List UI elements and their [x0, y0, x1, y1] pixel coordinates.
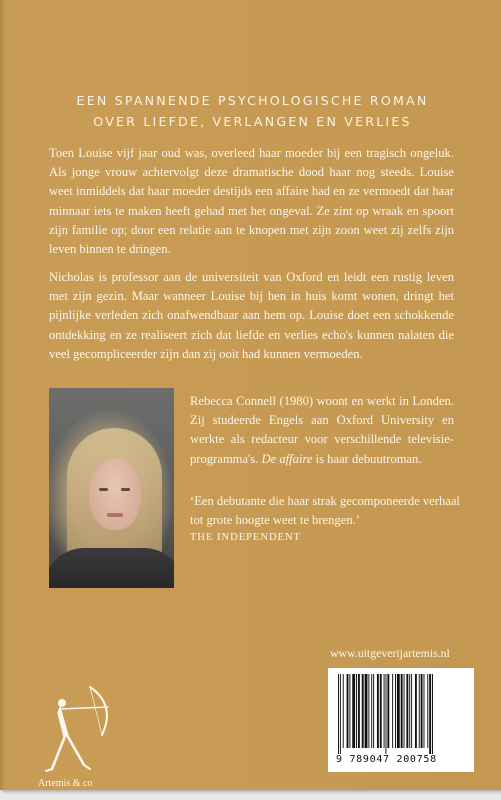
barcode-bar: [358, 674, 360, 748]
barcode-bar: [409, 674, 410, 748]
barcode-bar: [377, 674, 379, 748]
author-photo-eye-left: [99, 488, 108, 491]
barcode-bar: [340, 674, 341, 754]
tagline: [30, 90, 475, 132]
publisher-name: Artemis & co: [38, 778, 93, 789]
barcode-bar: [347, 674, 349, 748]
barcode-bar: [371, 674, 372, 748]
blurb-paragraph-2: Nicholas is professor aan de universiteit van Oxford en leidt een rustig leven met zijn gezin. Maar wanneer Louise bij hen in huis komt wonen, dringt het pijnlijke verleden zich onafwendbaar aan hem op. Louise doet een schokkende ontdekking en ze realiseert zich dat liefde en verlies echo's kunnen nalaten die veel gecompliceerder zijn dan zij ooit had kunnen vermoeden.: [49, 270, 454, 361]
barcode-bar: [401, 674, 403, 748]
archer-icon: [38, 683, 128, 783]
blurb-paragraph-1: Toen Louise vijf jaar oud was, overleed haar moeder bij een tragisch ongeluk. Als jonge vrouw achtervolgt deze dramatische dood haar nog steeds. Louise weet inmiddels dat haar moeder destijds een affaire had en ze vermoedt dat haar minnaar iets te maken heeft gehad met het ongeval. Ze zint op wraak en spoort zijn familie op; door een relatie aan te knopen met zijn zoon weet zij zelfs zijn leven binnen te dringen.: [49, 146, 454, 257]
barcode-bar: [429, 674, 431, 754]
author-photo-face: [89, 458, 141, 530]
tagline-line-1: EEN SPANNENDE PSYCHOLOGISCHE ROMAN: [76, 93, 429, 108]
barcode-bar: [343, 674, 344, 748]
barcode-bar: [338, 674, 339, 754]
barcode-bar: [349, 674, 350, 748]
barcode-bar: [406, 674, 408, 748]
isbn-barcode: [328, 668, 474, 772]
barcode-bar: [415, 674, 417, 748]
barcode-bar: [373, 674, 374, 748]
barcode-bar: [356, 674, 357, 748]
author-bio-text: Rebecca Connell (1980) woont en werkt in Londen. Zij studeerde Engels aan Oxford University en werkte als redacteur voor verschillende televisie-programma's.: [190, 394, 454, 466]
barcode-bar: [384, 674, 385, 748]
barcode-bar: [424, 674, 425, 748]
barcode-bar: [380, 674, 382, 748]
author-photo: [49, 388, 174, 588]
barcode-bar: [397, 674, 400, 748]
publisher-website: www.uitgeverijartemis.nl: [330, 646, 450, 660]
author-bio: [190, 392, 454, 469]
author-book-title: De affaire: [261, 451, 313, 466]
barcode-bar: [427, 674, 428, 748]
spine-shadow: [0, 0, 6, 790]
tagline-line-2: OVER LIEFDE, VERLANGEN EN VERLIES: [93, 114, 412, 129]
author-photo-eye-right: [121, 488, 130, 491]
barcode-bar: [421, 674, 423, 748]
barcode-bar: [386, 674, 387, 754]
barcode-bar: [419, 674, 420, 748]
barcode-bar: [432, 674, 433, 754]
author-photo-lips: [107, 513, 123, 517]
isbn-digits: 9 789047 200758: [336, 754, 437, 765]
barcode-bar: [352, 674, 355, 748]
barcode-bar: [365, 674, 368, 748]
author-bio-text-end: is haar debuutroman.: [312, 451, 422, 466]
barcode-bar: [387, 674, 389, 748]
review-source: THE INDEPENDENT: [190, 532, 301, 543]
barcode-bar: [368, 674, 369, 748]
barcode-bar: [362, 674, 364, 748]
review-quote: ‘Een debutante die haar strak gecomponeerde verhaal tot grote hoogte weet te brengen.’: [190, 494, 460, 528]
author-photo-shirt: [49, 548, 174, 588]
barcode-bar: [392, 674, 393, 748]
barcode-bar: [404, 674, 405, 748]
publisher-logo: [38, 683, 128, 783]
barcode-bar: [411, 674, 412, 748]
barcode-bar: [395, 674, 396, 748]
barcode-bars: [334, 674, 468, 754]
